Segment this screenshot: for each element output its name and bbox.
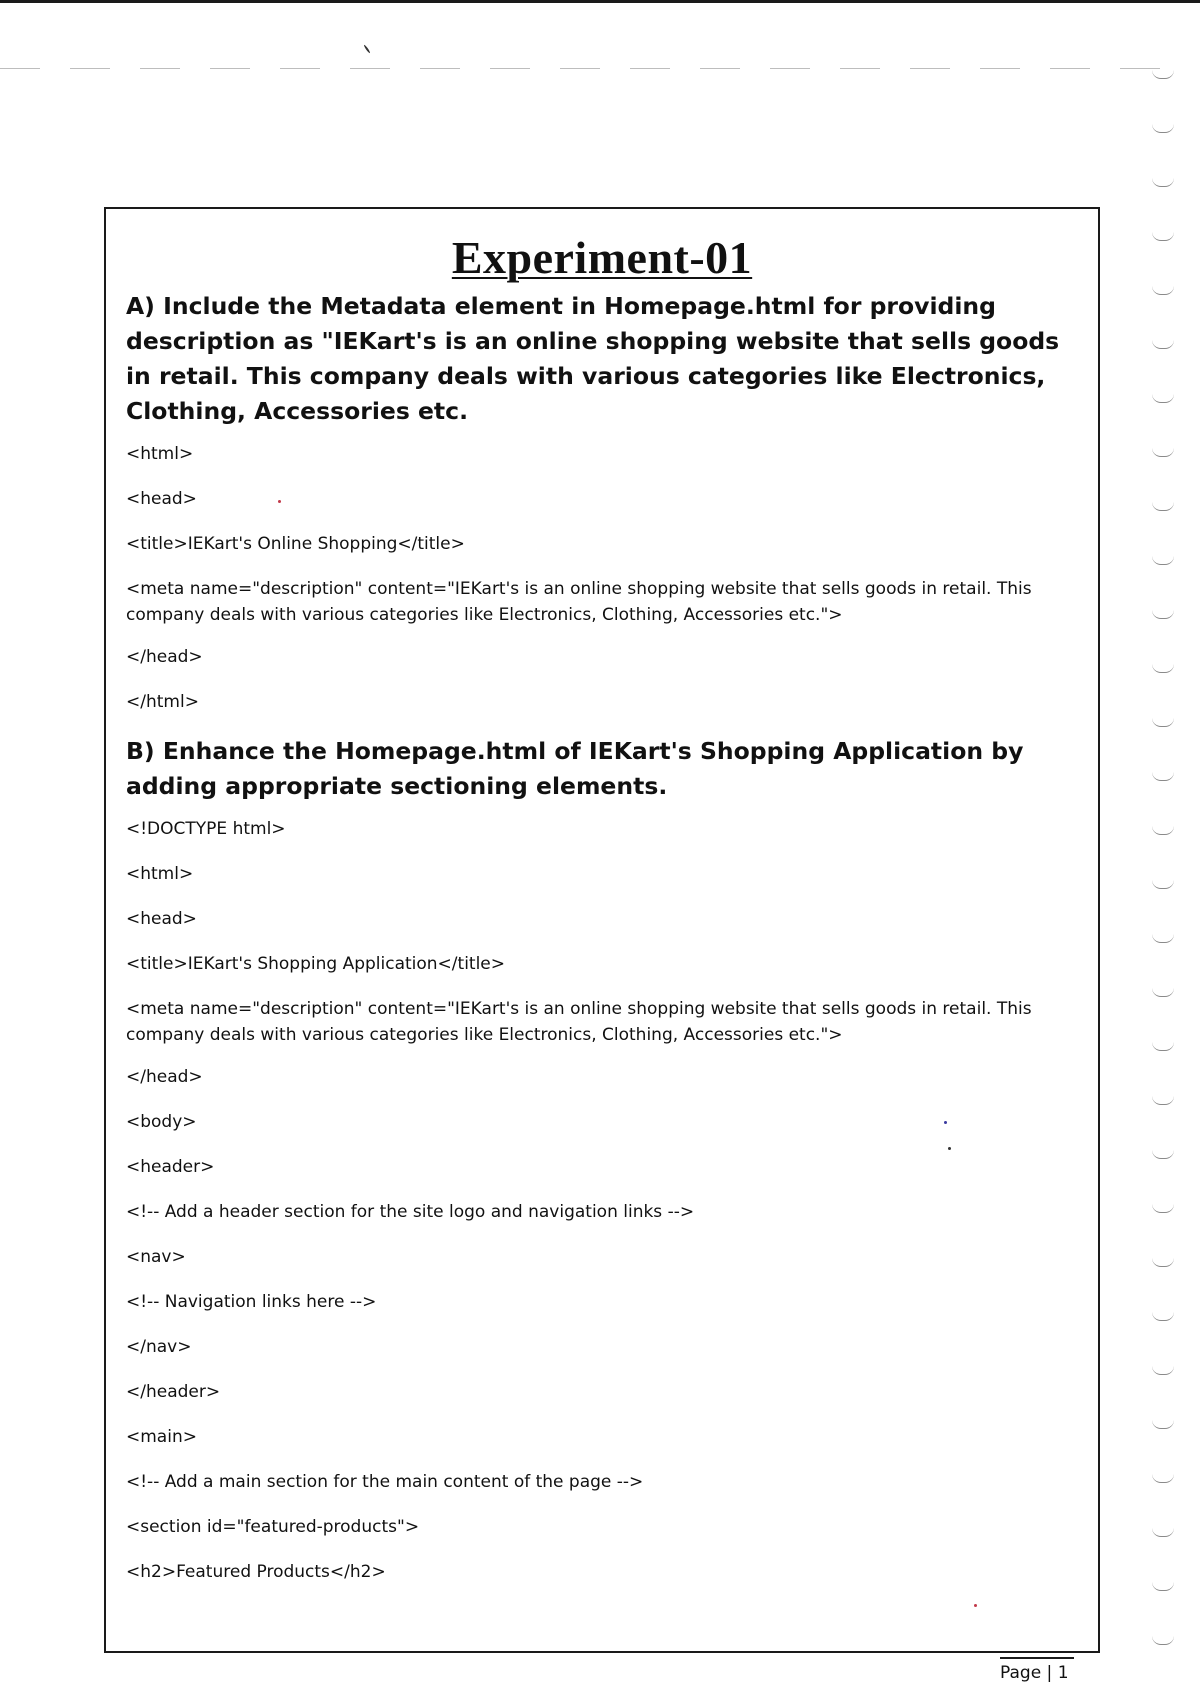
code-line: <!DOCTYPE html>: [126, 819, 286, 839]
binder-mark: [1152, 1312, 1174, 1321]
code-line: <meta name="description" content="IEKart's is an online shopping website that sells goods in retail. This company deals with various categories like Electronics, Clothing, Accessories etc.">: [126, 999, 1037, 1045]
section-b-heading: B) Enhance the Homepage.html of IEKart's Shopping Application by adding appropriate sectioning elements.: [126, 737, 1024, 800]
binder-mark: [1152, 286, 1174, 295]
scan-artifact-line: [0, 68, 1180, 69]
code-line: </header>: [126, 1382, 221, 1402]
binder-mark: [1152, 1474, 1174, 1483]
binder-marks: [1152, 70, 1182, 1670]
code-line: <main>: [126, 1427, 197, 1447]
binder-mark: [1152, 664, 1174, 673]
binder-mark: [1152, 1204, 1174, 1213]
binder-mark: [1152, 826, 1174, 835]
code-line: <section id="featured-products">: [126, 1517, 420, 1537]
code-line: </head>: [126, 647, 203, 667]
document-frame: [104, 207, 1100, 1653]
binder-mark: [1152, 124, 1174, 133]
code-line: <body>: [126, 1112, 197, 1132]
binder-mark: [1152, 556, 1174, 565]
binder-mark: [1152, 1258, 1174, 1267]
binder-mark: [1152, 1420, 1174, 1429]
binder-mark: [1152, 1582, 1174, 1591]
binder-mark: [1152, 988, 1174, 997]
binder-mark: [1152, 232, 1174, 241]
code-line: <meta name="description" content="IEKart's is an online shopping website that sells goods in retail. This company deals with various categories like Electronics, Clothing, Accessories etc.">: [126, 579, 1037, 625]
binder-mark: [1152, 1366, 1174, 1375]
binder-mark: [1152, 394, 1174, 403]
section-a-heading: A) Include the Metadata element in Homepage.html for providing description as "IEKart's is an online shopping website that sells goods in retail. This company deals with various categories like Electronics, Clothing, Accessories etc.: [126, 292, 1060, 425]
binder-mark: [1152, 448, 1174, 457]
binder-mark: [1152, 1096, 1174, 1105]
code-line: <h2>Featured Products</h2>: [126, 1562, 386, 1582]
binder-mark: [1152, 934, 1174, 943]
document-title: Experiment-01: [451, 232, 753, 283]
binder-mark: [1152, 178, 1174, 187]
binder-mark: [1152, 1528, 1174, 1537]
scan-speck: [363, 44, 370, 53]
binder-mark: [1152, 1636, 1174, 1645]
code-line: </html>: [126, 692, 199, 712]
binder-mark: [1152, 502, 1174, 511]
binder-mark: [1152, 1150, 1174, 1159]
code-line: <!-- Add a main section for the main content of the page -->: [126, 1472, 644, 1492]
code-line: <!-- Add a header section for the site logo and navigation links -->: [126, 1202, 695, 1222]
binder-mark: [1152, 718, 1174, 727]
code-line: <header>: [126, 1157, 215, 1177]
code-line: <html>: [126, 864, 194, 884]
page-number: Page | 1: [1000, 1657, 1074, 1683]
binder-mark: [1152, 70, 1174, 79]
document-content: [126, 289, 1078, 1604]
binder-mark: [1152, 772, 1174, 781]
binder-mark: [1152, 610, 1174, 619]
scan-edge: [0, 0, 1200, 3]
code-line: <title>IEKart's Online Shopping</title>: [126, 534, 465, 554]
code-line: <nav>: [126, 1247, 186, 1267]
binder-mark: [1152, 880, 1174, 889]
code-line: <head>: [126, 489, 197, 509]
code-line: <head>: [126, 909, 197, 929]
binder-mark: [1152, 1042, 1174, 1051]
code-line: <!-- Navigation links here -->: [126, 1292, 377, 1312]
code-line: </head>: [126, 1067, 203, 1087]
binder-mark: [1152, 340, 1174, 349]
code-line: </nav>: [126, 1337, 192, 1357]
code-line: <html>: [126, 444, 194, 464]
code-line: <title>IEKart's Shopping Application</title>: [126, 954, 506, 974]
